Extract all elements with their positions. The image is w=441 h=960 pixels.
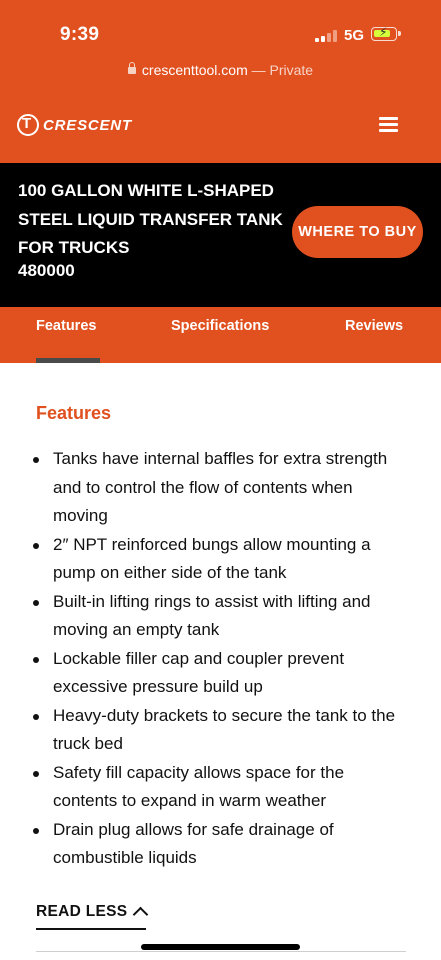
lock-icon (128, 67, 136, 74)
list-item: 2″ NPT reinforced bungs allow mounting a pump on either side of the tank (0, 531, 441, 588)
product-title: 100 GALLON WHITE L-SHAPED STEEL LIQUID TRANSFER TANK FOR TRUCKS (18, 181, 283, 257)
read-less-link[interactable] (36, 903, 146, 921)
list-item: Tanks have internal baffles for extra strength and to control the flow of contents when moving (0, 445, 441, 531)
active-tab-indicator (36, 358, 100, 363)
status-time: 9:39 (60, 24, 100, 45)
url-mode: — Private (251, 62, 314, 78)
hamburger-menu-icon[interactable] (379, 117, 398, 132)
tab-reviews[interactable]: Reviews (345, 318, 404, 334)
network-label: 5G (344, 27, 365, 44)
list-item: Built-in lifting rings to assist with lifting and moving an empty tank (0, 588, 441, 645)
chevron-up-icon (133, 907, 149, 923)
home-indicator[interactable] (141, 944, 300, 950)
url-domain: crescenttool.com (141, 62, 248, 78)
list-item: Heavy-duty brackets to secure the tank to the truck bed (0, 702, 441, 759)
divider (36, 951, 406, 952)
list-item: Lockable filler cap and coupler prevent excessive pressure build up (0, 645, 441, 702)
brand-name: CRESCENT (43, 116, 132, 134)
crescent-logo-icon (17, 114, 39, 136)
tab-features[interactable]: Features (36, 318, 97, 334)
read-less-label: READ LESS (36, 903, 128, 920)
crescent-logo[interactable] (17, 113, 132, 137)
features-list (0, 445, 441, 873)
battery-icon: ⚡ (371, 27, 397, 41)
features-heading: Features (36, 403, 112, 423)
signal-icon (315, 30, 339, 42)
where-to-buy-button[interactable]: WHERE TO BUY (292, 206, 423, 258)
read-less-underline (36, 928, 146, 930)
product-tabs (0, 307, 441, 363)
list-item: Drain plug allows for safe drainage of combustible liquids (0, 816, 441, 873)
tab-specifications[interactable]: Specifications (171, 318, 270, 334)
address-bar[interactable] (0, 62, 441, 78)
list-item: Safety fill capacity allows space for the contents to expand in warm weather (0, 759, 441, 816)
product-sku: 480000 (18, 261, 75, 280)
top-bar (0, 0, 441, 163)
